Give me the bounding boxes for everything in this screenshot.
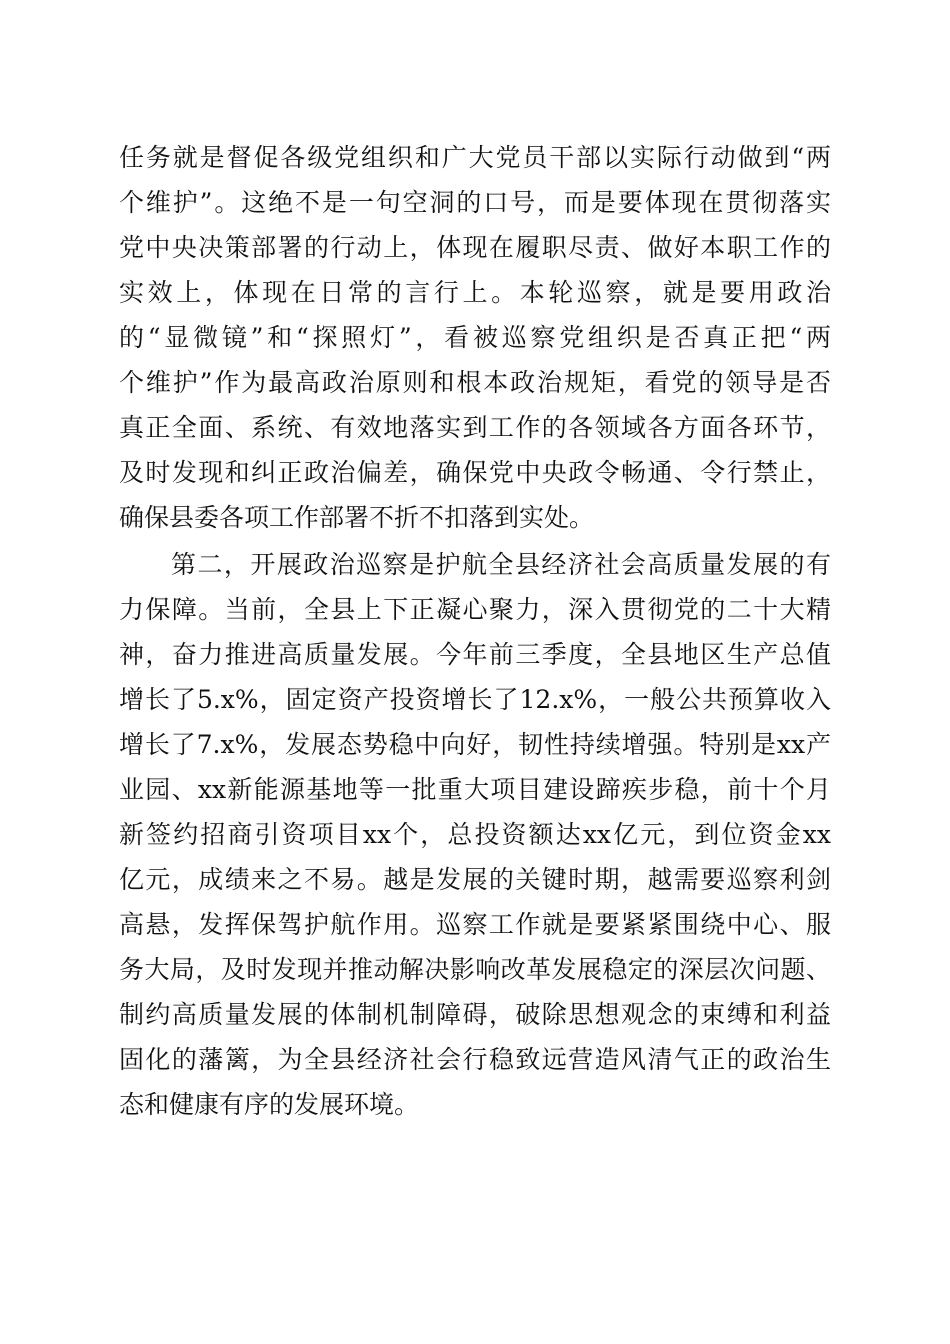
text-line: 任务就是督促各级党组织和广大党员干部以实际行动做到“两	[119, 143, 831, 172]
text-line: 的“显微镜”和“探照灯”，看被巡察党组织是否真正把“两	[119, 323, 831, 352]
text-line: 新签约招商引资项目xx个，总投资额达xx亿元，到位资金xx	[119, 820, 831, 849]
text-line: 力保障。当前，全县上下正凝心聚力，深入贯彻党的二十大精	[119, 595, 831, 624]
text-line: 高悬，发挥保驾护航作用。巡察工作就是要紧紧围绕中心、服	[119, 910, 831, 939]
text-line: 个维护”。这绝不是一句空洞的口号，而是要体现在贯彻落实	[119, 188, 831, 217]
text-line: 务大局，及时发现并推动解决影响改革发展稳定的深层次问题、	[119, 955, 831, 984]
text-line: 个维护”作为最高政治原则和根本政治规矩，看党的领导是否	[119, 368, 831, 397]
text-line: 增长了5.x%，固定资产投资增长了12.x%，一般公共预算收入	[119, 685, 831, 714]
text-line: 党中央决策部署的行动上，体现在履职尽责、做好本职工作的	[119, 233, 831, 262]
text-line: 态和健康有序的发展环境。	[119, 1090, 420, 1119]
text-line: 真正全面、系统、有效地落实到工作的各领域各方面各环节，	[119, 413, 831, 442]
text-line: 亿元，成绩来之不易。越是发展的关键时期，越需要巡察利剑	[119, 865, 831, 894]
paragraph-first-line: 第二，开展政治巡察是护航全县经济社会高质量发展的有	[171, 550, 831, 579]
text-line: 增长了7.x%，发展态势稳中向好，韧性持续增强。特别是xx产	[119, 730, 831, 759]
text-line: 确保县委各项工作部署不折不扣落到实处。	[119, 503, 595, 532]
text-line: 神，奋力推进高质量发展。今年前三季度，全县地区生产总值	[119, 640, 831, 669]
text-line: 业园、xx新能源基地等一批重大项目建设蹄疾步稳，前十个月	[119, 775, 831, 804]
text-line: 制约高质量发展的体制机制障碍，破除思想观念的束缚和利益	[119, 1000, 831, 1029]
text-line: 实效上，体现在日常的言行上。本轮巡察，就是要用政治	[119, 278, 831, 307]
text-line: 固化的藩篱，为全县经济社会行稳致远营造风清气正的政治生	[119, 1045, 831, 1074]
text-line: 及时发现和纠正政治偏差，确保党中央政令畅通、令行禁止，	[119, 458, 831, 487]
